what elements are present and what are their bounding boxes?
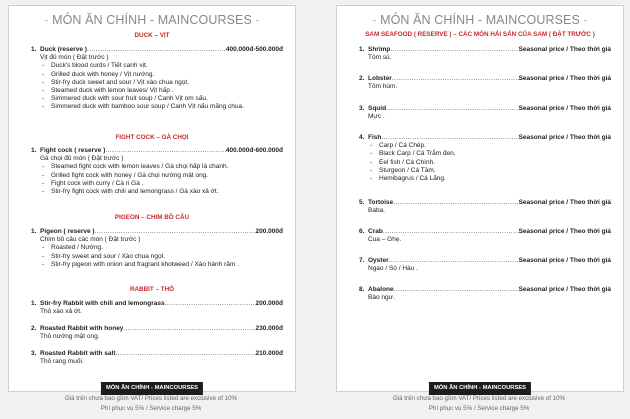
- item-subtitle: Thỏ nướng mật ong.: [40, 333, 100, 341]
- item-subtitle: Cua – Ghẹ.: [368, 236, 402, 244]
- item-price: Seasonal price / Theo thời giá: [518, 105, 611, 112]
- item-name: Tortoise: [368, 199, 394, 206]
- list-item: - Sturgeon / Cá Tầm.: [359, 167, 611, 175]
- item-price: 200.000đ: [255, 228, 283, 235]
- footer-service-charge: Phí phục vụ 5% / Service charge 5%: [100, 405, 202, 412]
- list-item: - Roasted / Nướng.: [31, 244, 283, 252]
- footer-banner: MÓN ĂN CHÍNH - MAINCOURSES: [429, 382, 531, 395]
- item-subtitle: Thỏ rang muối.: [40, 358, 84, 366]
- list-item: - Carp / Cá Chép.: [359, 142, 611, 150]
- section-heading-seafood: SAM SEAFOOD ( RESERVE ) – CÁC MÓN HẢI SẢN CỦA SAM ( ĐẶT TRƯỚC ): [365, 31, 595, 38]
- item-subtitle: Vịt đủ món ( Đặt trước ): [40, 54, 109, 62]
- item-name: Abalone: [368, 286, 394, 293]
- footer-service-charge: Phí phục vụ 5% / Service charge 5%: [428, 405, 530, 412]
- item-name: Fight cock ( reserve ): [40, 147, 106, 154]
- item-name: Lobster: [368, 75, 392, 82]
- item-price: Seasonal price / Theo thời giá: [518, 46, 611, 53]
- section-heading-pigeon: PIGEON – CHIM BỒ CÂU: [114, 214, 190, 221]
- item-name: Shrimp: [368, 46, 391, 53]
- item-subtitle: Gà chọi đủ món ( Đặt trước ): [40, 155, 124, 163]
- list-item: - Duck's blood curds / Tiết canh vịt.: [31, 62, 283, 70]
- menu-item-rabbit-1: 1. Stir-fry Rabbit with chili and lemongrass ..... 200.000đ Thỏ xào xả ớt.: [31, 300, 283, 316]
- menu-item-duck: 1. Duck (reserve ) ..... 400.000đ-500.000đ Vịt đủ món ( Đặt trước ) - Duck's blood curds / Tiết canh vịt. - Grilled duck with honey / Vịt nướng. - Stir-fry duck sweet and sour / Vịt xào chua ngọt. - Steamed duck with lemon leaves/ Vịt hấp . - Simmered duck with sour fruit soup / Canh Vịt om sấu. - Simmered duck with bamboo sour soup / Canh Vịt nấu măng chua.: [31, 46, 283, 112]
- item-subtitle: Thỏ xào xả ớt.: [40, 308, 82, 316]
- item-price: Seasonal price / Theo thời giá: [518, 75, 611, 82]
- item-price: Seasonal price / Theo thời giá: [518, 199, 611, 206]
- menu-item-squid: 3. Squid ..... Seasonal price / Theo thời giá Mực .: [359, 105, 611, 121]
- item-price: Seasonal price / Theo thời giá: [518, 257, 611, 264]
- item-name: Crab: [368, 228, 383, 235]
- footer-vat-note: Giá trên chưa bao gồm VAT/ Prices listed are exclusive of 10%: [392, 395, 566, 402]
- list-item: - Grilled fight cock with honey / Gà chọi nướng mật ong.: [31, 172, 283, 180]
- menu-item-rabbit-3: 3. Roasted Rabbit with salt ..... 210.000đ Thỏ rang muối.: [31, 350, 283, 366]
- item-price: 400.000đ-500.000đ: [225, 46, 283, 53]
- item-price: 400.000đ-600.000đ: [225, 147, 283, 154]
- footer-vat-note: Giá trên chưa bao gồm VAT/ Prices listed are exclusive of 10%: [64, 395, 238, 402]
- list-item: - Stir-fry duck sweet and sour / Vịt xào chua ngọt.: [31, 79, 283, 87]
- menu-item-fight-cock: 1. Fight cock ( reserve ) ..... 400.000đ-600.000đ Gà chọi đủ món ( Đặt trước ) - Steamed fight cock with lemon leaves / Gà chọi hấp lá chanh. - Grilled fight cock with honey / Gà chọi nướng mật ong. - Fight cock with curry / Cà ri Gà . - Stir-fry fight cock with chili and lemongrass / Gà xào xả ớt.: [31, 147, 283, 196]
- menu-item-lobster: 2. Lobster ..... Seasonal price / Theo thời giá Tôm hùm.: [359, 75, 611, 91]
- list-item: - Stir-fry sweet and sour / Xào chua ngọt.: [31, 253, 283, 261]
- item-name: Stir-fry Rabbit with chili and lemongrass: [40, 300, 165, 307]
- item-name: Roasted Rabbit with honey: [40, 325, 124, 332]
- section-heading-rabbit: RABBIT – THỎ: [129, 286, 175, 293]
- menu-item-oyster: 7. Oyster ..... Seasonal price / Theo thời giá Ngao / Sò / Hàu .: [359, 257, 611, 273]
- menu-item-abalone: 8. Abalone ..... Seasonal price / Theo thời giá Bào ngư.: [359, 286, 611, 302]
- menu-item-shrimp: 1. Shrimp ..... Seasonal price / Theo thời giá Tôm sú.: [359, 46, 611, 62]
- menu-item-rabbit-2: 2. Roasted Rabbit with honey ..... 230.000đ Thỏ nướng mật ong.: [31, 325, 283, 341]
- list-item: - Steamed duck with lemon leaves/ Vịt hấp .: [31, 87, 283, 95]
- item-subtitle: Ngao / Sò / Hàu .: [368, 265, 418, 273]
- menu-item-fish: 4. Fish ..... Seasonal price / Theo thời giá - Carp / Cá Chép. - Black Carp / Cá Trắm đen. - Eel fish / Cá Chình. - Sturgeon / Cá Tầm. - Hemibagrus / Cá Lăng.: [359, 134, 611, 183]
- section-heading-fight-cock: FIGHT COCK – GÀ CHỌI: [115, 134, 189, 141]
- item-subtitle: Chim bồ câu các món ( Đặt trước ): [40, 236, 141, 244]
- list-item: - Hemibagrus / Cá Lăng.: [359, 175, 611, 183]
- list-item: - Simmered duck with sour fruit soup / Canh Vịt om sấu.: [31, 95, 283, 103]
- list-item: - Simmered duck with bamboo sour soup / Canh Vịt nấu măng chua.: [31, 103, 283, 111]
- list-item: - Grilled duck with honey / Vịt nướng.: [31, 71, 283, 79]
- list-item: - Black Carp / Cá Trắm đen.: [359, 150, 611, 158]
- item-name: Roasted Rabbit with salt: [40, 350, 116, 357]
- menu-item-pigeon: 1. Pigeon ( reserve ) ..... 200.000đ Chim bồ câu các món ( Đặt trước ) - Roasted / Nướng. - Stir-fry sweet and sour / Xào chua ngọt. - Stir-fry pigeon with onion and fragrant khotweed / Xào hành răm .: [31, 228, 283, 269]
- menu-item-crab: 6. Crab ..... Seasonal price / Theo thời giá Cua – Ghẹ.: [359, 228, 611, 244]
- menu-item-tortoise: 5. Tortoise ..... Seasonal price / Theo thời giá Baba.: [359, 199, 611, 215]
- item-price: Seasonal price / Theo thời giá: [518, 228, 611, 235]
- item-subtitle: Bào ngư.: [368, 294, 395, 302]
- item-name: Pigeon ( reserve ): [40, 228, 95, 235]
- list-item: - Stir-fry fight cock with chili and lemongrass / Gà xào xả ớt.: [31, 188, 283, 196]
- list-item: - Eel fish / Cá Chình.: [359, 159, 611, 167]
- item-price: Seasonal price / Theo thời giá: [518, 134, 611, 141]
- item-price: 210.000đ: [255, 350, 283, 357]
- page-title: - MÓN ĂN CHÍNH - MAINCOURSES -: [372, 13, 588, 27]
- item-subtitle: Tôm sú.: [368, 54, 392, 62]
- menu-page-left: [8, 5, 296, 392]
- section-heading-duck: DUCK – VỊT: [134, 32, 170, 39]
- item-subtitle: Baba.: [368, 207, 385, 215]
- item-subtitle: Mực .: [368, 113, 385, 121]
- item-price: 230.000đ: [255, 325, 283, 332]
- list-item: - Steamed fight cock with lemon leaves / Gà chọi hấp lá chanh.: [31, 163, 283, 171]
- list-item: - Stir-fry pigeon with onion and fragrant khotweed / Xào hành răm .: [31, 261, 283, 269]
- item-name: Duck (reserve ): [40, 46, 87, 53]
- item-price: 200.000đ: [255, 300, 283, 307]
- footer-banner: MÓN ĂN CHÍNH - MAINCOURSES: [101, 382, 203, 395]
- list-item: - Fight cock with curry / Cà ri Gà .: [31, 180, 283, 188]
- menu-page-right: [336, 5, 624, 392]
- item-price: Seasonal price / Theo thời giá: [518, 286, 611, 293]
- page-title: - MÓN ĂN CHÍNH - MAINCOURSES -: [44, 13, 260, 27]
- item-subtitle: Tôm hùm.: [368, 83, 398, 91]
- item-name: Oyster: [368, 257, 389, 264]
- item-name: Squid: [368, 105, 387, 112]
- item-name: Fish: [368, 134, 382, 141]
